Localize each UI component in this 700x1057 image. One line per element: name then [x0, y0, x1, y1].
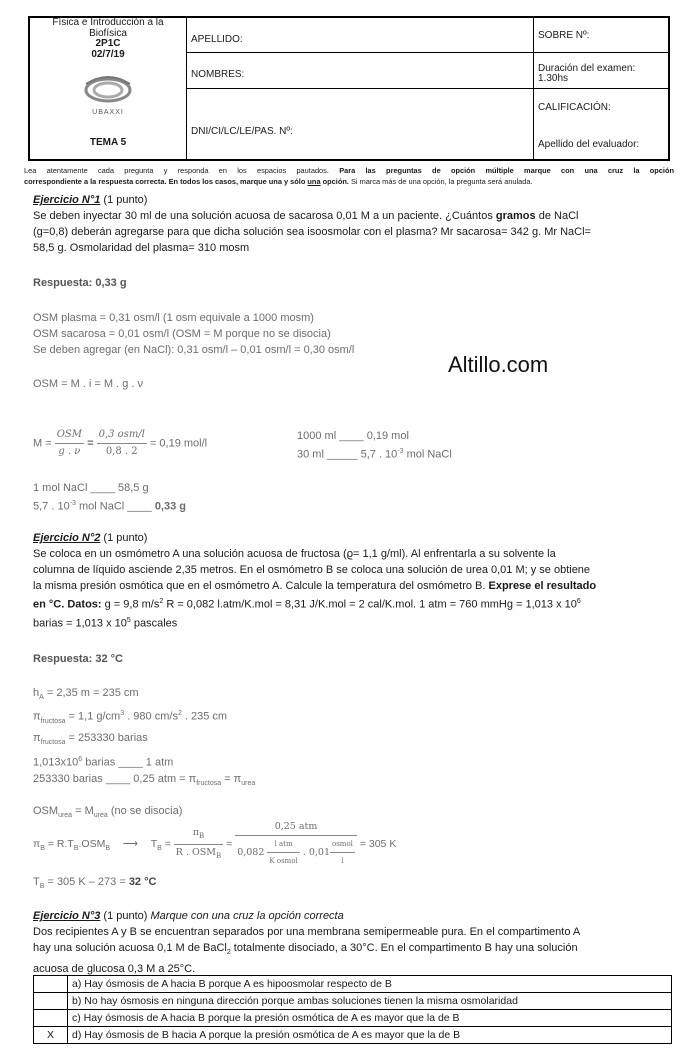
course-name-line1: Física e Introducción a la — [52, 17, 164, 28]
sobre-field[interactable]: SOBRE Nº: — [538, 30, 590, 41]
option-row[interactable] — [34, 1010, 672, 1027]
course-code: 2P1C — [95, 38, 121, 49]
exercise-1 — [33, 192, 673, 256]
molarity-fraction: M = $\frac{\text{OSM}}{g . \nu}$ = $\frac{\text{0,3 osm/l}}{0,8 . 2}$ = 0,19 mol/l — [33, 429, 208, 457]
osm-formula: OSM = M . i = M . g . ν — [33, 378, 144, 390]
option-checkbox[interactable] — [34, 976, 68, 993]
option-text: c) Hay ósmosis de A hacia B porque la presión osmótica de A es mayor que la de B — [68, 1010, 672, 1027]
option-text: a) Hay ósmosis de A hacia B porque A es hipoosmolar respecto de B — [68, 976, 672, 993]
apellido-field[interactable]: APELLIDO: — [191, 34, 243, 45]
exercise-2-title: Ejercicio N°2 (1 punto) — [33, 532, 148, 544]
evaluador-field[interactable]: Apellido del evaluador: — [538, 139, 640, 150]
option-row[interactable] — [34, 993, 672, 1010]
option-text: d) Hay ósmosis de B hacia A porque la presión osmótica de A es mayor que la de B — [68, 1027, 672, 1044]
tema-label: TEMA 5 — [89, 137, 127, 148]
exercise-1-solution: OSM plasma = 0,31 osm/l (1 osm equivale a 1000 mosm) OSM sacarosa = 0,01 osm/l (OSM = M porque no se disocia) Se deben agregar (en NaCl): 0,31 osm/l – 0,01 osm/l = 0,30 osm/l — [33, 312, 355, 356]
exercise-3-title: Ejercicio N°3 (1 punto) Marque con una cruz la opción correcta — [33, 910, 344, 922]
instructions: Lea atentamente cada pregunta y responda en los espacios pautados. Para las preguntas de opción múltiple marque con una cruz la opción correspondiente a la respuesta correcta. En todos los casos, marque una y sólo una opción. Si marca más de una opción, la pregunta será anulada. — [24, 166, 674, 186]
exercise-1-answer: Respuesta: 0,33 g — [33, 277, 127, 289]
exercise-3: Ejercicio N°3 (1 punto) Marque con una cruz la opción correcta Dos recipientes A y B se encuentran separados por una membrana semipermeable pura. En el compartimento A hay una solución acuosa 0,1 M de BaCl$_2$ totalmente disociado, a 30°C. En el compartimento B hay una solución acuosa de glucosa 0,3 M a 25°C. — [33, 908, 673, 977]
option-checkbox[interactable] — [34, 993, 68, 1010]
logo-text: UBAXXI — [92, 109, 124, 116]
arrow-icon: ⟶ — [122, 837, 138, 850]
option-checkbox[interactable]: X — [34, 1027, 68, 1044]
calificacion-field[interactable]: CALIFICACIÓN: — [538, 102, 611, 113]
options-table — [33, 975, 672, 1044]
option-row[interactable] — [34, 976, 672, 993]
exercise-2-answer: Respuesta: 32 °C — [33, 653, 123, 665]
exercise-1-statement: Se deben inyectar 30 ml de una solución acuosa de sacarosa 0,01 M a un paciente. ¿Cuántos gramos de NaCl (g=0,8) deberán agregarse para que dicha solución sea isoosmolar con el plasma? Mr sacarosa= 342 g. Mr NaCl= 58,5 g. Osmolaridad del plasma= 310 mosm — [33, 210, 591, 254]
exam-header — [28, 16, 670, 161]
exercise-2: Ejercicio N°2 (1 punto) Se coloca en un osmómetro A una solución acuosa de fructosa (ϱ= 1,1 g/ml). Al enfrentarla a su solvente la columna de líquido asciende 2,35 metros. En el osmómetro B se coloca una solución de urea 0,01 M; y se obtiene la misma presión osmótica que en el osmómetro A. Calcule la temperatura del osmómetro B. Exprese el resultado en °C. Datos: g = 9,8 $m/s^2$ R = 0,082 l.atm/K.mol = 8,31 J/K.mol = 2 cal/K.mol. 1 atm = 760 mmHg = 1,013 x $10^6$ barias = 1,013 x $10^5$ pascales — [33, 530, 673, 631]
osm-urea: $OSM_{urea} = M_{urea}$ (no se disocia) — [33, 805, 183, 820]
rule-of-three-1: 1000 ml ____ 0,19 mol 30 ml _____ 5,7 . $10^{-3}$ mol NaCl — [297, 430, 452, 461]
uba-logo — [78, 70, 138, 118]
watermark-text: Altillo.com — [448, 352, 549, 377]
exercise-1-title: Ejercicio N°1 (1 punto) — [33, 194, 148, 206]
exercise-2-solution: $h_A = 2,35$ m = 235 cm $\pi_{fructosa} = 1,1$ $g/cm^3$ . 980 $cm/s^2$ . 235 cm $\pi_{fructosa} = 253330$ barias — [33, 687, 228, 747]
nombres-field[interactable]: NOMBRES: — [191, 69, 245, 80]
exam-date: 02/7/19 — [91, 48, 125, 60]
conversion-rule: $1,013x10^6$ barias ____ 1 atm 253330 barias ____ 0,25 atm = $\pi_{fructosa} = \pi_{urea}$ — [33, 756, 256, 787]
course-block — [30, 18, 186, 60]
course-name-line2: Biofísica — [89, 27, 127, 39]
duration-label: Duración del examen: 1.30hs — [538, 63, 636, 84]
dni-field[interactable]: DNI/CI/LC/LE/PAS. Nº: — [191, 126, 293, 137]
exercise-2-final: $T_B = 305$ K – 273 = 32 °C — [33, 876, 157, 891]
temperature-formula: $\pi_B = R.T_B.OSM_B$ ⟶ $T_B$ = $\frac{\pi_B}{R . OSM_B}$ = 0,25 atm 0,082 $\frac{\text{l atm}}{\text{K osmol}}$ . 0,01 $\frac{\text{osmol}}{l}$ = 305 K — [33, 821, 397, 865]
option-row[interactable] — [34, 1027, 672, 1044]
option-text: b) No hay ósmosis en ninguna dirección porque ambas soluciones tienen la misma osmolaridad — [68, 993, 672, 1010]
option-checkbox[interactable] — [34, 1010, 68, 1027]
rule-of-three-2: 1 mol NaCl ____ 58,5 g 5,7 . $10^{-3}$ mol NaCl ____ 0,33 g — [33, 482, 186, 513]
